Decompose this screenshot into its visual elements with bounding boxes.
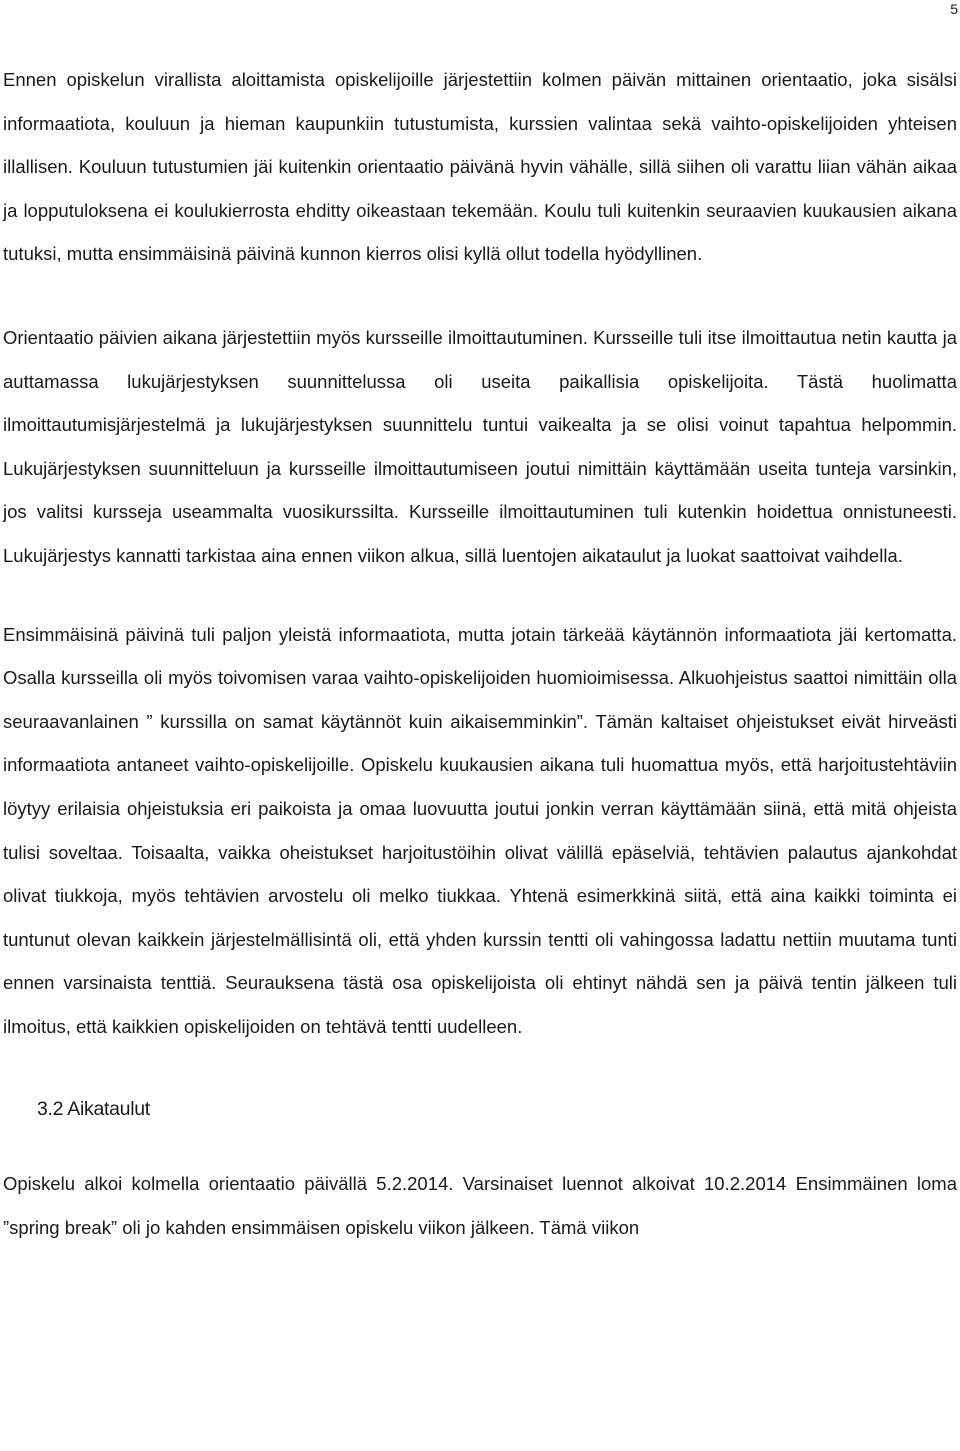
paragraph-spacer	[3, 578, 957, 613]
paragraph-course-registration: Orientaatio päivien aikana järjestettiin myös kursseille ilmoittautuminen. Kursseille tuli itse ilmoittautua netin kautta ja auttamassa lukujärjestyksen suunnittelussa oli useita paikallisia opiskelijoita. Tästä huolimatta ilmoittautumisjärjestelmä ja lukujärjestyksen suunnittelu tuntui vaikealta ja se olisi voinut tapahtua helpommin. Lukujärjestyksen suunnitteluun ja kursseille ilmoittautumiseen joutui nimittäin käyttämään useita tunteja varsinkin, jos valitsi kursseja useammalta vuosikurssilta. Kursseille ilmoittautuminen tuli kutenkin hoidettua onnistuneesti. Lukujärjestys kannatti tarkistaa aina ennen viikon alkua, sillä luentojen aikataulut ja luokat saattoivat vaihdella.	[3, 326, 957, 566]
paragraph-spacer	[3, 276, 957, 316]
page-number: 5	[950, 1, 958, 17]
paragraph-schedule: Opiskelu alkoi kolmella orientaatio päivällä 5.2.2014. Varsinaiset luennot alkoivat 10.2.2014 Ensimmäinen loma ”spring break” oli jo kahden ensimmäisen opiskelu viikon jälkeen. Tämä viikon	[3, 1173, 957, 1238]
paragraph-spacer	[3, 1132, 957, 1162]
paragraph-first-days: Ensimmäisinä päivinä tuli paljon yleistä informaatiota, mutta jotain tärkeää käytännön informaatiota jäi kertomatta. Osalla kursseilla oli myös toivomisen varaa vaihto-opiskelijoiden huomioimisessa. Alkuohjeistus saattoi nimittäin olla seuraavanlainen ” kurssilla on samat käytännöt kuin aikaisemminkin”. Tämän kaltaiset ohjeistukset eivät hirveästi informaatiota antaneet vaihto-opiskelijoille. Opiskelu kuukausien aikana tuli huomattua myös, että harjoitustehtäviin löytyy erilaisia ohjeistuksia eri paikoista ja omaa luovuutta joutui jonkin verran käyttämään siinä, että mitä ohjeista tulisi soveltaa. Toisaalta, vaikka oheistukset harjoitustöihin olivat välillä epäselviä, tehtävien palautus ajankohdat olivat tiukkoja, myös tehtävien arvostelu oli melko tiukkaa. Yhtenä esimerkkinä siitä, että aina kaikki toiminta ei tuntunut olevan kaikkein järjestelmällisintä oli, että yhden kurssin tentti oli vahingossa ladattu nettiin muutama tunti ennen varsinaista tenttiä. Seurauksena tästä osa opiskelijoista oli ehtinyt nähdä sen ja päivä tentin jälkeen tuli ilmoitus, että kaikkien opiskelijoiden on tehtävä tentti uudelleen.	[3, 623, 957, 1037]
paragraph-orientation: Ennen opiskelun virallista aloittamista opiskelijoille järjestettiin kolmen päivän mittainen orientaatio, joka sisälsi informaatiota, kouluun ja hieman kaupunkiin tutustumista, kurssien valintaa sekä vaihto-opiskelijoiden yhteisen illallisen. Kouluun tutustumien jäi kuitenkin orientaatio päivänä hyvin vähälle, sillä siihen oli varattu liian vähän aikaa ja lopputuloksena ei koulukierrosta ehditty oikeastaan tekemään. Koulu tuli kuitenkin seuraavien kuukausien aikana tutuksi, mutta ensimmäisinä päivinä kunnon kierros olisi kyllä ollut todella hyödyllinen.	[3, 69, 957, 265]
paragraph-spacer	[3, 1048, 957, 1088]
document-body	[3, 58, 957, 1249]
section-heading: 3.2 Aikataulut	[37, 1098, 150, 1121]
